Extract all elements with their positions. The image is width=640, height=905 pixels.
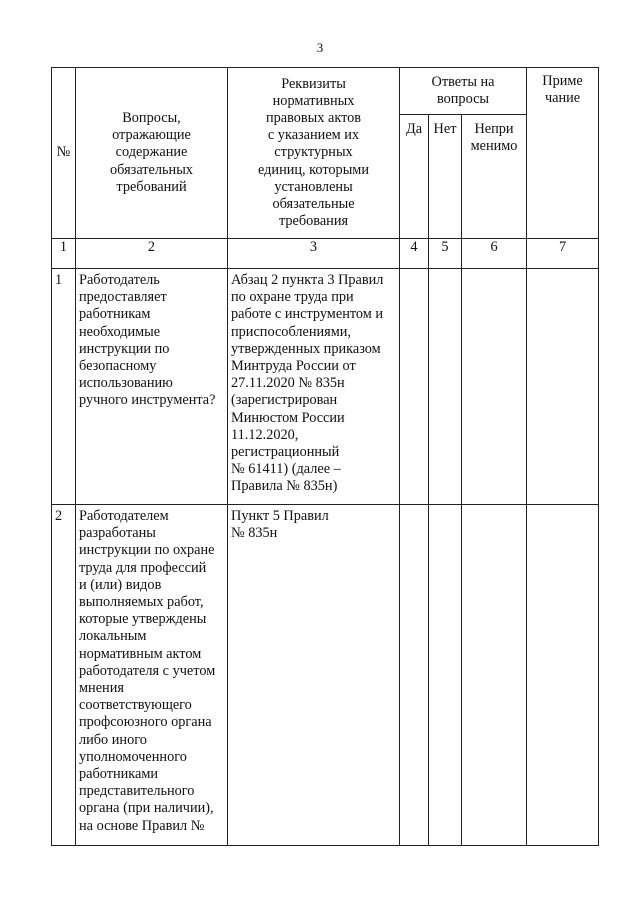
question-cell [76,505,228,846]
header-yes-cell [400,115,429,239]
header-note-cell [527,68,599,239]
row-number-cell [52,505,76,846]
reference-cell [228,269,400,505]
table-row [52,505,599,846]
reference-text: Абзац 2 пункта 3 Правил по охране труда при работе с инструментом и приспособлениями, утвержденных приказом Минтруда России от 27.11.2020 № 835н (зарегистрирован Минюстом России 11.12.2020, регистрационный № 61411) (далее – Правила № 835н) [231,272,384,495]
header-yes: Да [405,121,423,137]
reference-text: Пункт 5 Правил № 835н [231,508,329,542]
row-number-cell [52,269,76,505]
header-row-top [52,68,599,115]
header-no: Нет [433,121,457,137]
answer-yes-cell[interactable] [400,269,429,505]
header-requisites: Реквизиты нормативных правовых актов с указанием их структурных единиц, которыми установлены обязательные требования [257,75,370,230]
header-answers-cell [400,68,527,115]
column-number-row [52,239,599,269]
checklist-table [51,67,599,846]
reference-cell [228,505,400,846]
page-number: 3 [316,40,324,55]
header-not-applicable: Непри менимо [470,121,518,155]
header-note: Приме чание [542,73,583,107]
answer-yes-cell[interactable] [400,505,429,846]
column-number: 5 [429,239,462,269]
note-cell[interactable] [527,269,599,505]
table-row [52,269,599,505]
question-text: Работодателем разработаны инструкции по охране труда для профессий и (или) видов выполняемых работ, которые утверждены локальным нормативным актом работодателя с учетом мнения соответствующего профсоюзного органа либо иного уполномоченного работниками представительного органа (при наличии), на основе Правил № [79,508,216,834]
header-answers: Ответы на вопросы [431,73,495,107]
row-number: 2 [55,508,63,524]
header-questions-cell [76,68,228,239]
header-questions: Вопросы, отражающие содержание обязательных требований [110,109,193,195]
column-number: 7 [527,239,599,269]
row-number: 1 [55,272,63,288]
column-number: 6 [462,239,527,269]
answer-not-applicable-cell[interactable] [462,269,527,505]
column-number: 2 [76,239,228,269]
header-not-applicable-cell [462,115,527,239]
note-cell[interactable] [527,505,599,846]
header-number-cell [52,68,76,239]
answer-no-cell[interactable] [429,505,462,846]
question-cell [76,269,228,505]
header-no-cell [429,115,462,239]
answer-no-cell[interactable] [429,269,462,505]
question-text: Работодатель предоставляет работникам необходимые инструкции по безопасному использованию ручного инструмента? [79,272,216,409]
column-number: 3 [228,239,400,269]
column-number: 4 [400,239,429,269]
header-requisites-cell [228,68,400,239]
header-number: № [56,144,71,161]
answer-not-applicable-cell[interactable] [462,505,527,846]
column-number: 1 [52,239,76,269]
